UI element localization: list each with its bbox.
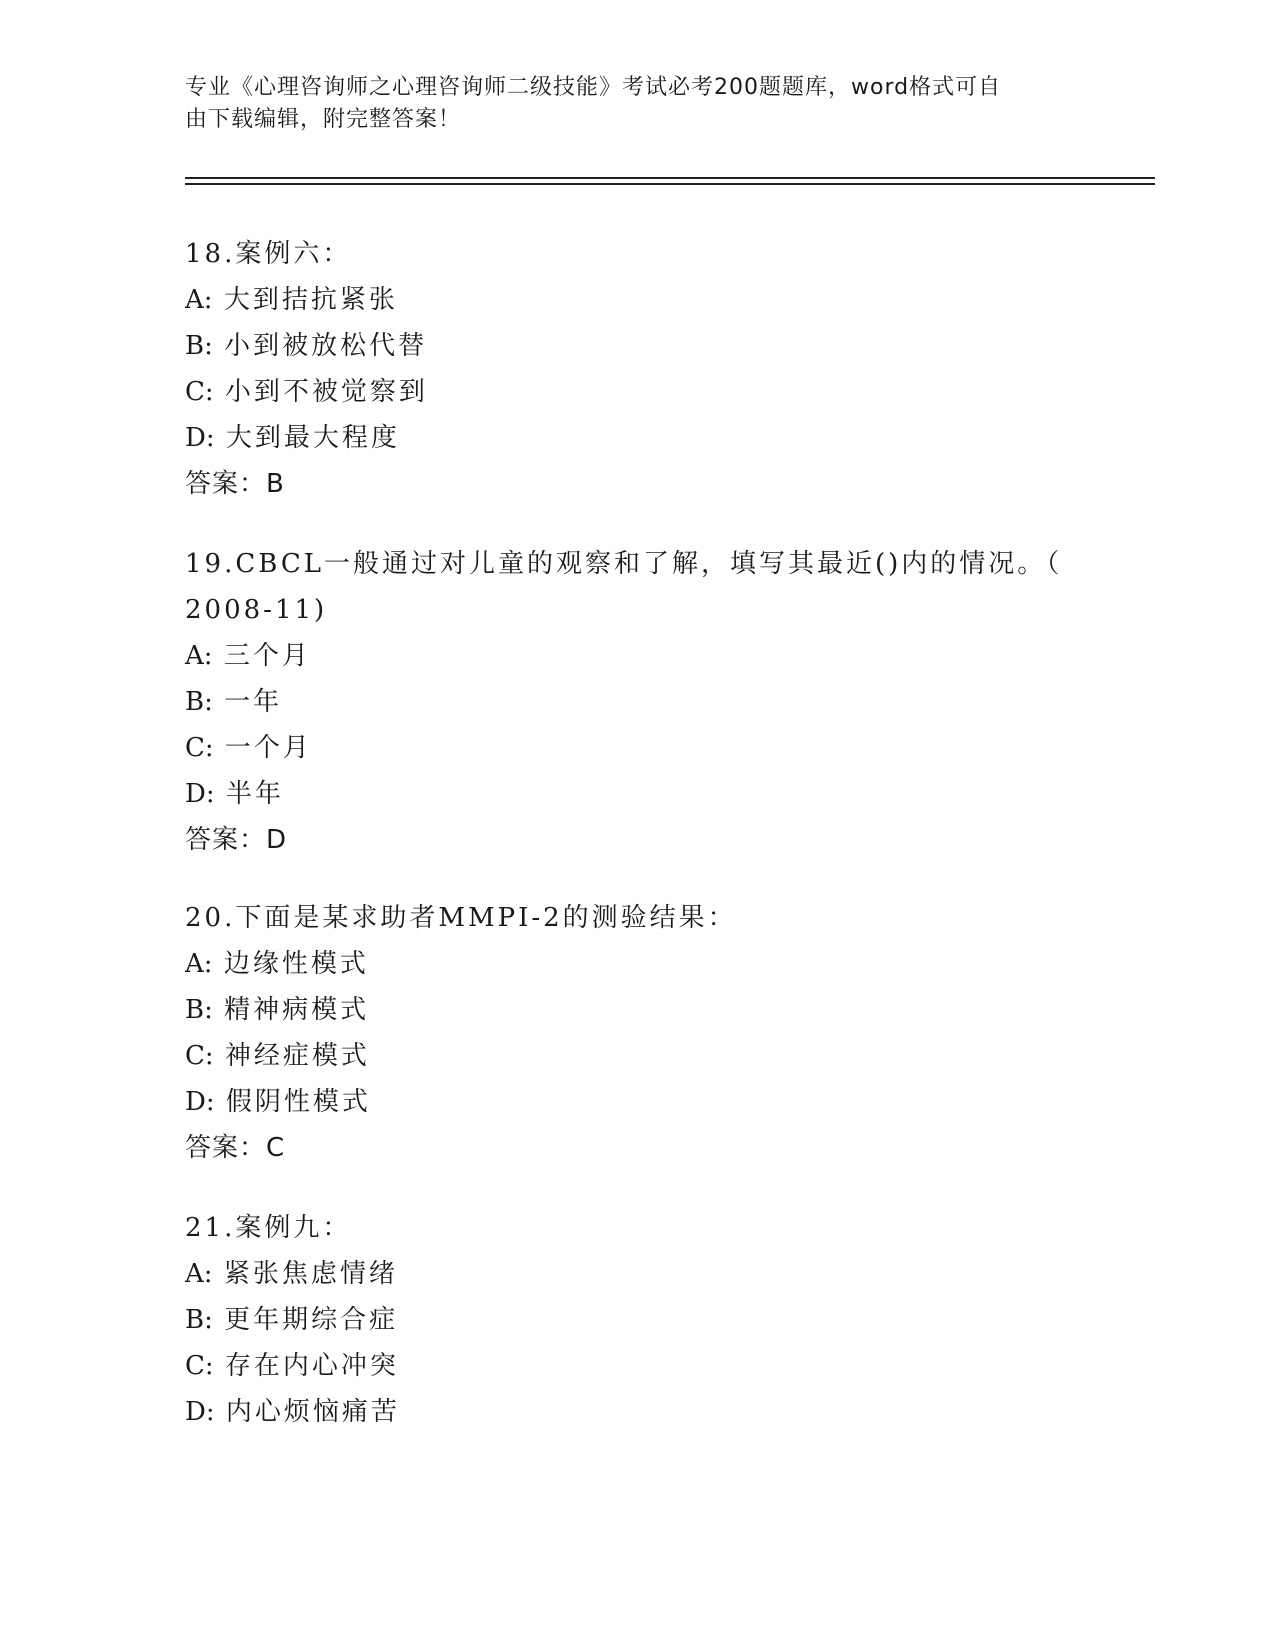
option-letter: D: — [185, 779, 215, 809]
option-d — [185, 1389, 1085, 1435]
option-text: 一年 — [224, 687, 283, 717]
option-text: 更年期综合症 — [224, 1305, 399, 1335]
question-21 — [185, 1205, 1085, 1435]
question-20 — [185, 895, 1085, 1171]
answer: 答案：B — [185, 469, 285, 499]
question-title: 20.下面是某求助者MMPI-2的测验结果： — [185, 903, 737, 933]
header-divider-top — [185, 177, 1155, 179]
option-letter: D: — [185, 1397, 215, 1427]
question-title: 18.案例六： — [185, 239, 352, 269]
option-text: 大到最大程度 — [225, 423, 400, 453]
option-a — [185, 633, 1085, 679]
option-letter: A: — [185, 285, 213, 315]
header-line-2: 由下载编辑，附完整答案！ — [185, 107, 462, 132]
option-letter: A: — [185, 1259, 213, 1289]
question-title-continued: 2008-11) — [185, 595, 328, 625]
question-18 — [185, 231, 1085, 507]
option-d — [185, 415, 1085, 461]
option-text: 小到被放松代替 — [224, 331, 428, 361]
option-d — [185, 1079, 1085, 1125]
option-text: 存在内心冲突 — [224, 1351, 399, 1381]
option-letter: B: — [185, 1305, 213, 1335]
question-19 — [185, 541, 1085, 863]
option-letter: C: — [185, 733, 214, 763]
option-text: 假阴性模式 — [225, 1087, 371, 1117]
header-divider-bottom — [185, 183, 1155, 185]
header-line-1: 专业《心理咨询师之心理咨询师二级技能》考试必考200题题库，word格式可自 — [185, 75, 1002, 100]
option-a — [185, 941, 1085, 987]
option-letter: B: — [185, 687, 213, 717]
option-a — [185, 1251, 1085, 1297]
option-b — [185, 323, 1085, 369]
option-b — [185, 1297, 1085, 1343]
option-text: 精神病模式 — [224, 995, 370, 1025]
document-header — [185, 72, 1085, 136]
option-c — [185, 725, 1085, 771]
option-letter: C: — [185, 1041, 214, 1071]
option-letter: A: — [185, 641, 213, 671]
option-letter: A: — [185, 949, 213, 979]
option-letter: D: — [185, 423, 215, 453]
option-c — [185, 1033, 1085, 1079]
option-text: 一个月 — [224, 733, 312, 763]
option-text: 神经症模式 — [224, 1041, 370, 1071]
option-a — [185, 277, 1085, 323]
option-text: 边缘性模式 — [223, 949, 369, 979]
option-letter: C: — [185, 1351, 214, 1381]
answer: 答案：D — [185, 825, 288, 855]
option-d — [185, 771, 1085, 817]
option-text: 三个月 — [223, 641, 311, 671]
option-text: 大到拮抗紧张 — [223, 285, 398, 315]
option-letter: D: — [185, 1087, 215, 1117]
option-text: 紧张焦虑情绪 — [223, 1259, 398, 1289]
option-c — [185, 1343, 1085, 1389]
option-text: 半年 — [225, 779, 284, 809]
option-text: 内心烦恼痛苦 — [225, 1397, 400, 1427]
option-letter: B: — [185, 995, 213, 1025]
question-title: 19.CBCL一般通过对儿童的观察和了解，填写其最近()内的情况。（ — [185, 549, 1063, 579]
option-letter: B: — [185, 331, 213, 361]
option-b — [185, 987, 1085, 1033]
answer: 答案：C — [185, 1133, 286, 1163]
option-b — [185, 679, 1085, 725]
option-letter: C: — [185, 377, 214, 407]
option-c — [185, 369, 1085, 415]
option-text: 小到不被觉察到 — [224, 377, 428, 407]
question-title: 21.案例九： — [185, 1213, 352, 1243]
